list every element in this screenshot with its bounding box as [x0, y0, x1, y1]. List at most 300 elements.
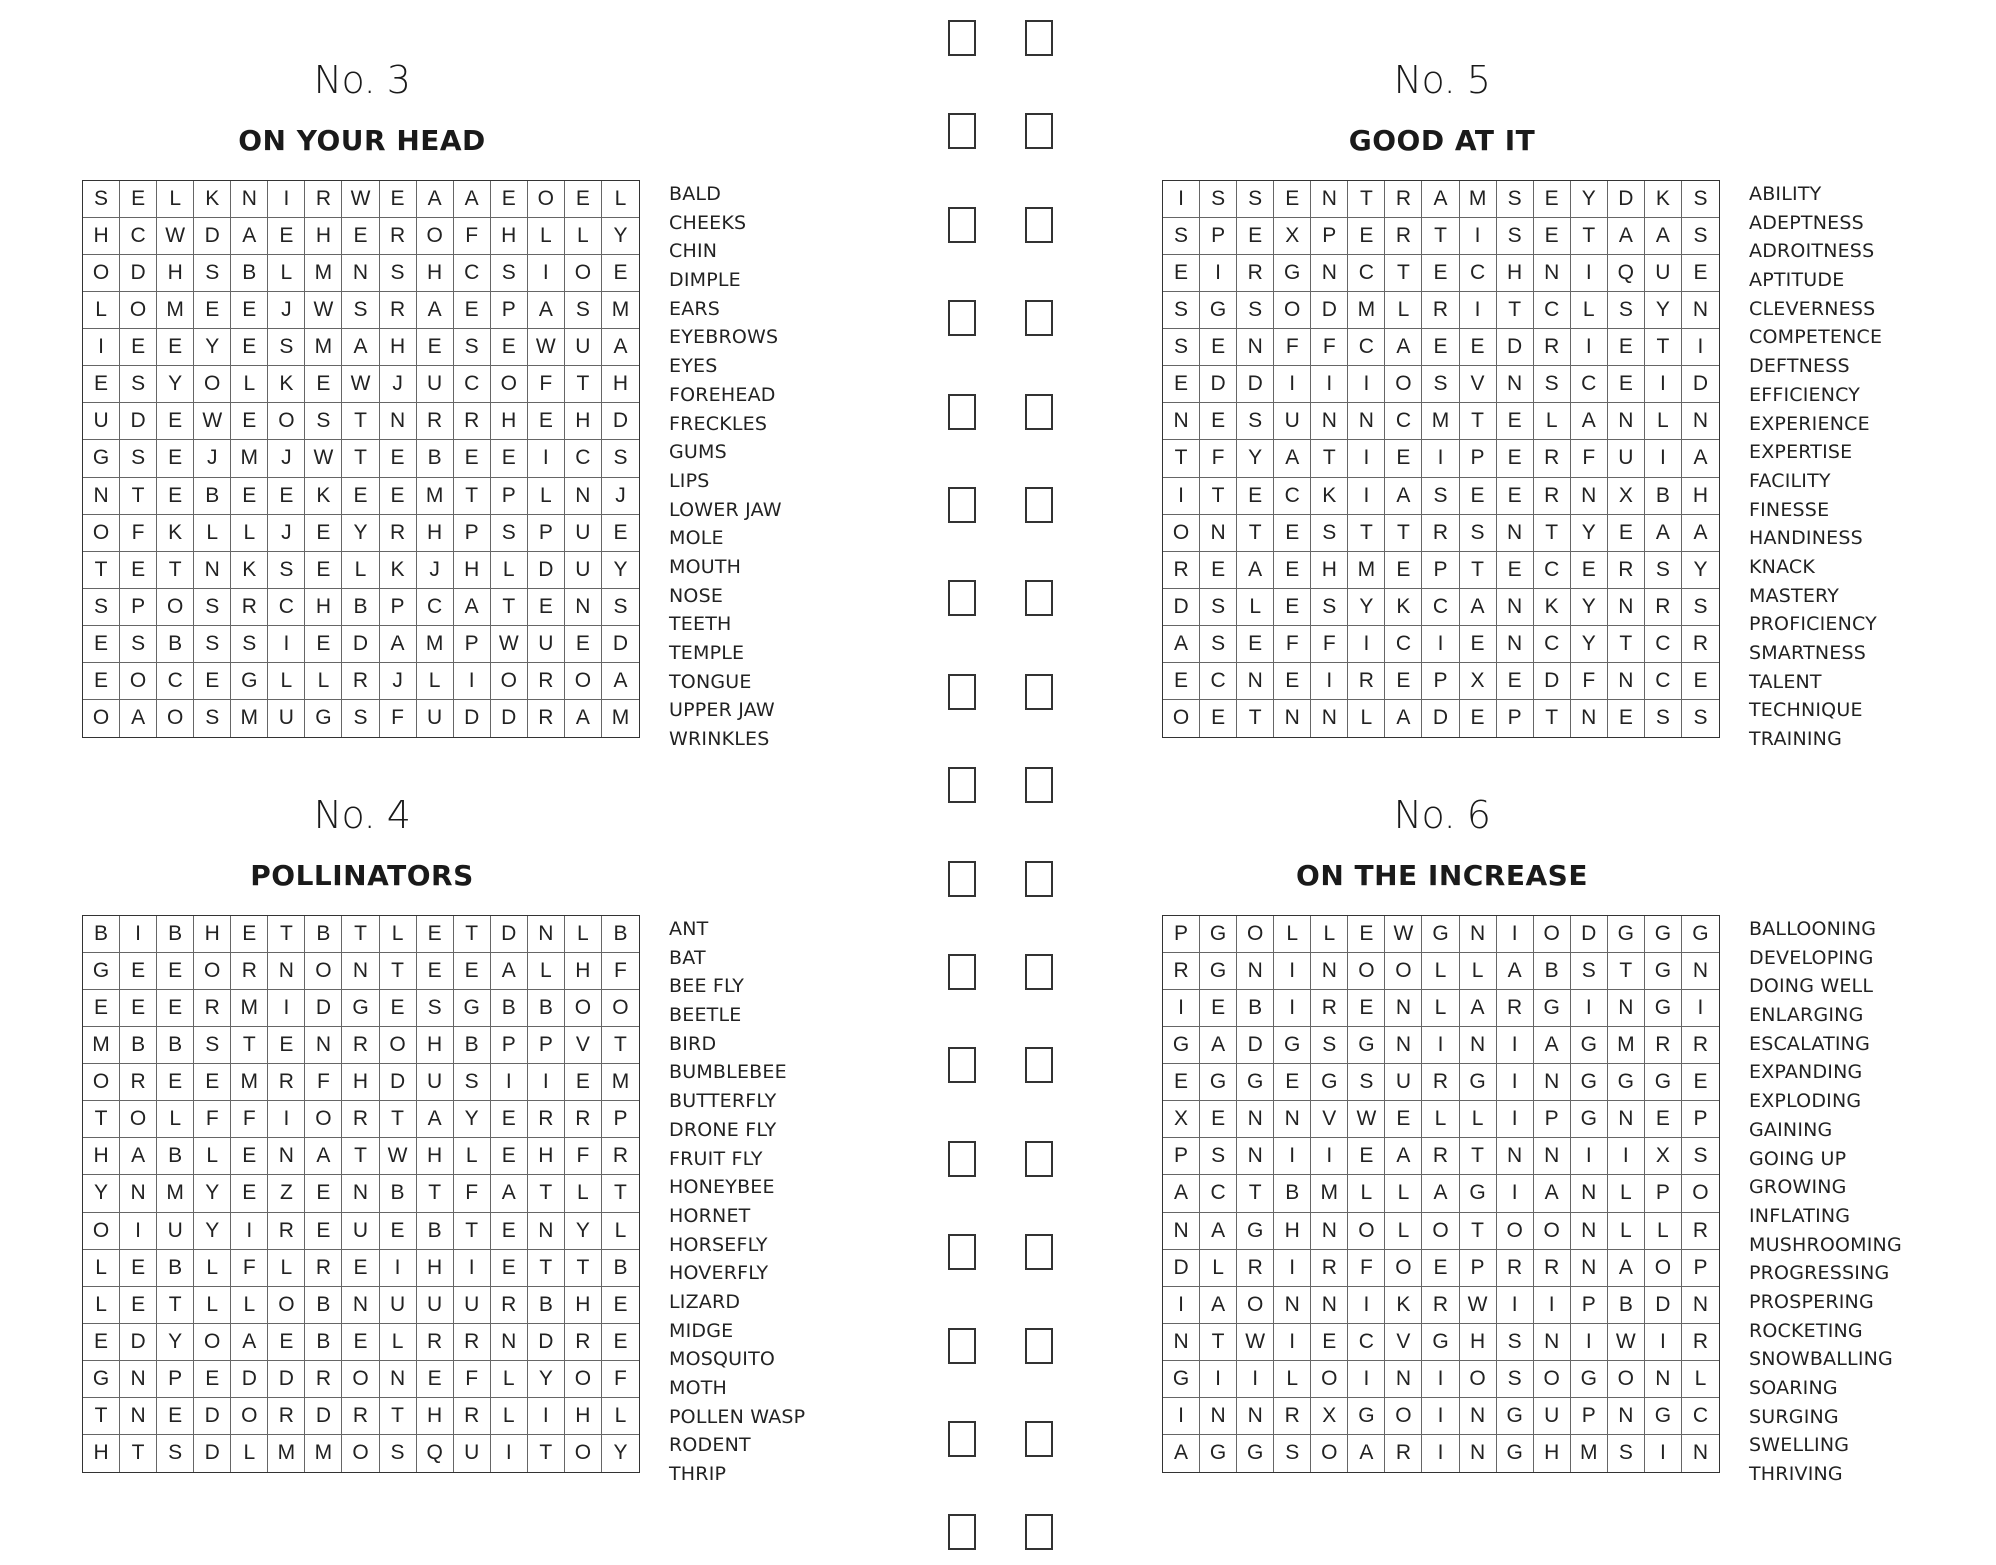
- grid-cell[interactable]: O: [1163, 700, 1200, 737]
- grid-cell[interactable]: U: [417, 1064, 454, 1101]
- grid-cell[interactable]: V: [565, 1027, 602, 1064]
- grid-cell[interactable]: R: [268, 1213, 305, 1250]
- grid-cell[interactable]: G: [1571, 1361, 1608, 1398]
- grid-cell[interactable]: N: [1385, 1027, 1422, 1064]
- grid-cell[interactable]: F: [1200, 440, 1237, 477]
- grid-cell[interactable]: A: [1534, 1175, 1571, 1212]
- grid-cell[interactable]: O: [342, 1361, 379, 1398]
- grid-cell[interactable]: N: [268, 1138, 305, 1175]
- grid-cell[interactable]: W: [1348, 1101, 1385, 1138]
- grid-cell[interactable]: S: [417, 990, 454, 1027]
- grid-cell[interactable]: L: [1460, 1101, 1497, 1138]
- grid-cell[interactable]: P: [1571, 1287, 1608, 1324]
- grid-cell[interactable]: R: [565, 1324, 602, 1361]
- grid-cell[interactable]: Y: [194, 1213, 231, 1250]
- grid-cell[interactable]: D: [528, 552, 565, 589]
- grid-cell[interactable]: N: [83, 478, 120, 515]
- grid-cell[interactable]: M: [1422, 403, 1459, 440]
- grid-cell[interactable]: I: [528, 1398, 565, 1435]
- grid-cell[interactable]: I: [1645, 1435, 1682, 1472]
- grid-cell[interactable]: R: [1274, 1398, 1311, 1435]
- grid-cell[interactable]: S: [1237, 181, 1274, 218]
- grid-cell[interactable]: P: [1422, 552, 1459, 589]
- grid-cell[interactable]: L: [565, 1175, 602, 1212]
- grid-cell[interactable]: I: [83, 329, 120, 366]
- grid-cell[interactable]: U: [1385, 1064, 1422, 1101]
- grid-cell[interactable]: I: [1682, 990, 1719, 1027]
- grid-cell[interactable]: E: [1460, 700, 1497, 737]
- grid-cell[interactable]: E: [342, 1250, 379, 1287]
- grid-cell[interactable]: I: [1497, 1027, 1534, 1064]
- grid-cell[interactable]: I: [1311, 1138, 1348, 1175]
- grid-cell[interactable]: N: [1311, 255, 1348, 292]
- grid-cell[interactable]: T: [1422, 218, 1459, 255]
- grid-cell[interactable]: I: [1497, 1175, 1534, 1212]
- grid-cell[interactable]: I: [454, 663, 491, 700]
- grid-cell[interactable]: T: [1348, 515, 1385, 552]
- grid-cell[interactable]: R: [268, 1064, 305, 1101]
- grid-cell[interactable]: L: [194, 1250, 231, 1287]
- grid-cell[interactable]: U: [380, 1287, 417, 1324]
- grid-cell[interactable]: G: [1348, 1027, 1385, 1064]
- grid-cell[interactable]: A: [1348, 1435, 1385, 1472]
- grid-cell[interactable]: K: [157, 515, 194, 552]
- grid-cell[interactable]: I: [268, 1101, 305, 1138]
- grid-cell[interactable]: R: [1422, 1064, 1459, 1101]
- grid-cell[interactable]: A: [1163, 626, 1200, 663]
- grid-cell[interactable]: R: [565, 1101, 602, 1138]
- grid-cell[interactable]: R: [305, 1250, 342, 1287]
- grid-cell[interactable]: D: [1200, 366, 1237, 403]
- grid-cell[interactable]: T: [83, 552, 120, 589]
- grid-cell[interactable]: O: [1385, 953, 1422, 990]
- grid-cell[interactable]: D: [231, 1361, 268, 1398]
- grid-cell[interactable]: E: [305, 626, 342, 663]
- grid-cell[interactable]: D: [305, 990, 342, 1027]
- grid-cell[interactable]: W: [305, 292, 342, 329]
- grid-cell[interactable]: T: [491, 589, 528, 626]
- grid-cell[interactable]: N: [1385, 1361, 1422, 1398]
- grid-cell[interactable]: G: [1497, 1435, 1534, 1472]
- grid-cell[interactable]: O: [491, 366, 528, 403]
- grid-cell[interactable]: B: [1608, 1287, 1645, 1324]
- grid-cell[interactable]: N: [1608, 403, 1645, 440]
- grid-cell[interactable]: V: [1385, 1324, 1422, 1361]
- grid-cell[interactable]: R: [1682, 626, 1719, 663]
- grid-cell[interactable]: S: [1200, 181, 1237, 218]
- grid-cell[interactable]: L: [157, 1101, 194, 1138]
- grid-cell[interactable]: D: [1497, 329, 1534, 366]
- grid-cell[interactable]: S: [194, 589, 231, 626]
- grid-cell[interactable]: F: [528, 366, 565, 403]
- puzzle-checkbox[interactable]: [948, 1047, 976, 1083]
- grid-cell[interactable]: T: [120, 1435, 157, 1472]
- grid-cell[interactable]: E: [602, 255, 639, 292]
- grid-cell[interactable]: G: [342, 990, 379, 1027]
- grid-cell[interactable]: L: [1348, 700, 1385, 737]
- grid-cell[interactable]: A: [491, 1175, 528, 1212]
- grid-cell[interactable]: E: [565, 1064, 602, 1101]
- grid-cell[interactable]: P: [1311, 218, 1348, 255]
- grid-cell[interactable]: D: [1682, 366, 1719, 403]
- grid-cell[interactable]: G: [1645, 1398, 1682, 1435]
- grid-cell[interactable]: T: [1385, 255, 1422, 292]
- grid-cell[interactable]: G: [1200, 1064, 1237, 1101]
- grid-cell[interactable]: B: [157, 1250, 194, 1287]
- grid-cell[interactable]: E: [417, 953, 454, 990]
- grid-cell[interactable]: O: [157, 589, 194, 626]
- grid-cell[interactable]: I: [120, 1213, 157, 1250]
- grid-cell[interactable]: T: [417, 1175, 454, 1212]
- grid-cell[interactable]: X: [1645, 1138, 1682, 1175]
- grid-cell[interactable]: E: [83, 626, 120, 663]
- grid-cell[interactable]: E: [120, 990, 157, 1027]
- puzzle-checkbox[interactable]: [948, 113, 976, 149]
- grid-cell[interactable]: O: [83, 1213, 120, 1250]
- grid-cell[interactable]: M: [305, 329, 342, 366]
- grid-cell[interactable]: N: [1311, 181, 1348, 218]
- grid-cell[interactable]: R: [1534, 329, 1571, 366]
- grid-cell[interactable]: Y: [602, 218, 639, 255]
- puzzle-checkbox[interactable]: [948, 207, 976, 243]
- grid-cell[interactable]: E: [1274, 1064, 1311, 1101]
- grid-cell[interactable]: C: [1348, 1324, 1385, 1361]
- grid-cell[interactable]: O: [602, 990, 639, 1027]
- grid-cell[interactable]: Y: [83, 1175, 120, 1212]
- grid-cell[interactable]: M: [602, 1064, 639, 1101]
- grid-cell[interactable]: N: [380, 1361, 417, 1398]
- grid-cell[interactable]: T: [565, 366, 602, 403]
- grid-cell[interactable]: H: [491, 403, 528, 440]
- grid-cell[interactable]: H: [565, 953, 602, 990]
- grid-cell[interactable]: C: [120, 218, 157, 255]
- grid-cell[interactable]: N: [1163, 403, 1200, 440]
- grid-cell[interactable]: U: [417, 700, 454, 737]
- puzzle-checkbox[interactable]: [948, 1141, 976, 1177]
- grid-cell[interactable]: E: [1608, 329, 1645, 366]
- grid-cell[interactable]: T: [342, 440, 379, 477]
- grid-cell[interactable]: E: [1534, 181, 1571, 218]
- grid-cell[interactable]: E: [1385, 663, 1422, 700]
- grid-cell[interactable]: O: [1385, 366, 1422, 403]
- grid-cell[interactable]: N: [120, 1398, 157, 1435]
- puzzle-checkbox[interactable]: [948, 394, 976, 430]
- grid-cell[interactable]: F: [1311, 626, 1348, 663]
- grid-cell[interactable]: O: [120, 663, 157, 700]
- grid-cell[interactable]: H: [1274, 1213, 1311, 1250]
- grid-cell[interactable]: S: [1693, 706, 1708, 730]
- grid-cell[interactable]: D: [602, 403, 639, 440]
- grid-cell[interactable]: R: [305, 1361, 342, 1398]
- grid-cell[interactable]: I: [1422, 1027, 1459, 1064]
- grid-cell[interactable]: P: [1571, 1398, 1608, 1435]
- grid-cell[interactable]: E: [194, 292, 231, 329]
- grid-cell[interactable]: N: [1571, 1213, 1608, 1250]
- grid-cell[interactable]: O: [565, 1435, 602, 1472]
- grid-cell[interactable]: T: [1497, 292, 1534, 329]
- letter-grid[interactable]: [1162, 180, 1720, 738]
- grid-cell[interactable]: O: [1608, 1361, 1645, 1398]
- grid-cell[interactable]: N: [120, 1175, 157, 1212]
- grid-cell[interactable]: M: [157, 1175, 194, 1212]
- grid-cell[interactable]: T: [1571, 218, 1608, 255]
- grid-cell[interactable]: W: [1237, 1324, 1274, 1361]
- grid-cell[interactable]: O: [120, 292, 157, 329]
- grid-cell[interactable]: A: [565, 700, 602, 737]
- grid-cell[interactable]: E: [1200, 329, 1237, 366]
- grid-cell[interactable]: P: [1422, 663, 1459, 700]
- grid-cell[interactable]: O: [417, 218, 454, 255]
- grid-cell[interactable]: R: [380, 515, 417, 552]
- grid-cell[interactable]: O: [305, 1101, 342, 1138]
- grid-cell[interactable]: I: [1645, 440, 1682, 477]
- grid-cell[interactable]: N: [1534, 255, 1571, 292]
- grid-cell[interactable]: E: [157, 478, 194, 515]
- grid-cell[interactable]: E: [1460, 329, 1497, 366]
- grid-cell[interactable]: I: [1348, 626, 1385, 663]
- grid-cell[interactable]: S: [120, 366, 157, 403]
- grid-cell[interactable]: S: [1200, 626, 1237, 663]
- grid-cell[interactable]: G: [1237, 1213, 1274, 1250]
- grid-cell[interactable]: E: [602, 515, 639, 552]
- grid-cell[interactable]: I: [1571, 990, 1608, 1027]
- grid-cell[interactable]: O: [1311, 1361, 1348, 1398]
- grid-cell[interactable]: Q: [417, 1435, 454, 1472]
- grid-cell[interactable]: H: [417, 1398, 454, 1435]
- grid-cell[interactable]: L: [1200, 1250, 1237, 1287]
- grid-cell[interactable]: A: [120, 700, 157, 737]
- grid-cell[interactable]: C: [1534, 552, 1571, 589]
- grid-cell[interactable]: G: [83, 1361, 120, 1398]
- grid-cell[interactable]: H: [83, 1435, 120, 1472]
- grid-cell[interactable]: O: [1534, 1361, 1571, 1398]
- grid-cell[interactable]: N: [1274, 1101, 1311, 1138]
- grid-cell[interactable]: D: [120, 403, 157, 440]
- grid-cell[interactable]: O: [120, 1101, 157, 1138]
- grid-cell[interactable]: A: [1274, 440, 1311, 477]
- grid-cell[interactable]: I: [231, 1213, 268, 1250]
- grid-cell[interactable]: U: [157, 1213, 194, 1250]
- grid-cell[interactable]: L: [380, 1324, 417, 1361]
- grid-cell[interactable]: R: [1163, 953, 1200, 990]
- grid-cell[interactable]: L: [1571, 292, 1608, 329]
- grid-cell[interactable]: I: [1422, 1435, 1459, 1472]
- grid-cell[interactable]: L: [602, 181, 639, 218]
- grid-cell[interactable]: K: [1385, 589, 1422, 626]
- grid-cell[interactable]: T: [342, 916, 379, 953]
- grid-cell[interactable]: U: [565, 552, 602, 589]
- grid-cell[interactable]: H: [83, 1138, 120, 1175]
- grid-cell[interactable]: R: [120, 1064, 157, 1101]
- grid-cell[interactable]: G: [1645, 953, 1682, 990]
- grid-cell[interactable]: D: [1237, 366, 1274, 403]
- grid-cell[interactable]: N: [1348, 403, 1385, 440]
- grid-cell[interactable]: C: [565, 440, 602, 477]
- grid-cell[interactable]: B: [1274, 1175, 1311, 1212]
- grid-cell[interactable]: N: [1237, 953, 1274, 990]
- grid-cell[interactable]: E: [268, 1027, 305, 1064]
- grid-cell[interactable]: L: [1385, 292, 1422, 329]
- grid-cell[interactable]: T: [1460, 403, 1497, 440]
- grid-cell[interactable]: S: [1497, 181, 1534, 218]
- grid-cell[interactable]: A: [342, 329, 379, 366]
- grid-cell[interactable]: A: [491, 953, 528, 990]
- grid-cell[interactable]: S: [602, 440, 639, 477]
- grid-cell[interactable]: E: [120, 181, 157, 218]
- grid-cell[interactable]: G: [1571, 1064, 1608, 1101]
- grid-cell[interactable]: R: [1497, 990, 1534, 1027]
- grid-cell[interactable]: E: [1237, 478, 1274, 515]
- grid-cell[interactable]: L: [268, 663, 305, 700]
- grid-cell[interactable]: A: [602, 663, 639, 700]
- grid-cell[interactable]: F: [454, 1175, 491, 1212]
- grid-cell[interactable]: L: [194, 1287, 231, 1324]
- grid-cell[interactable]: Y: [565, 1213, 602, 1250]
- grid-cell[interactable]: R: [1237, 1250, 1274, 1287]
- grid-cell[interactable]: E: [1422, 255, 1459, 292]
- grid-cell[interactable]: H: [565, 403, 602, 440]
- grid-cell[interactable]: E: [157, 440, 194, 477]
- grid-cell[interactable]: L: [305, 663, 342, 700]
- grid-cell[interactable]: L: [83, 1250, 120, 1287]
- grid-cell[interactable]: J: [417, 552, 454, 589]
- grid-cell[interactable]: T: [528, 1435, 565, 1472]
- grid-cell[interactable]: H: [602, 366, 639, 403]
- grid-cell[interactable]: D: [491, 916, 528, 953]
- puzzle-checkbox[interactable]: [948, 1514, 976, 1550]
- grid-cell[interactable]: T: [454, 916, 491, 953]
- grid-cell[interactable]: E: [268, 218, 305, 255]
- grid-cell[interactable]: B: [602, 1250, 639, 1287]
- grid-cell[interactable]: T: [1608, 626, 1645, 663]
- grid-cell[interactable]: P: [491, 478, 528, 515]
- grid-cell[interactable]: T: [528, 1175, 565, 1212]
- grid-cell[interactable]: C: [1645, 663, 1682, 700]
- grid-cell[interactable]: S: [1237, 292, 1274, 329]
- grid-cell[interactable]: A: [1422, 1175, 1459, 1212]
- puzzle-checkbox[interactable]: [1025, 767, 1053, 803]
- grid-cell[interactable]: E: [1200, 700, 1237, 737]
- grid-cell[interactable]: L: [1422, 990, 1459, 1027]
- grid-cell[interactable]: P: [1645, 1175, 1682, 1212]
- grid-cell[interactable]: I: [1163, 990, 1200, 1027]
- grid-cell[interactable]: Y: [194, 1175, 231, 1212]
- grid-cell[interactable]: O: [1645, 1250, 1682, 1287]
- grid-cell[interactable]: A: [1682, 515, 1719, 552]
- grid-cell[interactable]: M: [83, 1027, 120, 1064]
- grid-cell[interactable]: H: [1534, 1435, 1571, 1472]
- puzzle-checkbox[interactable]: [1025, 113, 1053, 149]
- grid-cell[interactable]: L: [1311, 916, 1348, 953]
- grid-cell[interactable]: R: [1422, 292, 1459, 329]
- grid-cell[interactable]: H: [417, 255, 454, 292]
- grid-cell[interactable]: N: [194, 552, 231, 589]
- grid-cell[interactable]: M: [231, 1064, 268, 1101]
- grid-cell[interactable]: L: [194, 1138, 231, 1175]
- grid-cell[interactable]: L: [491, 552, 528, 589]
- grid-cell[interactable]: N: [1692, 1441, 1709, 1465]
- grid-cell[interactable]: D: [1163, 589, 1200, 626]
- grid-cell[interactable]: B: [380, 1175, 417, 1212]
- grid-cell[interactable]: I: [268, 181, 305, 218]
- grid-cell[interactable]: C: [1200, 1175, 1237, 1212]
- grid-cell[interactable]: E: [120, 1287, 157, 1324]
- grid-cell[interactable]: H: [1311, 552, 1348, 589]
- grid-cell[interactable]: A: [1571, 403, 1608, 440]
- grid-cell[interactable]: E: [380, 1213, 417, 1250]
- puzzle-checkbox[interactable]: [1025, 394, 1053, 430]
- grid-cell[interactable]: A: [1200, 1213, 1237, 1250]
- grid-cell[interactable]: S: [1163, 292, 1200, 329]
- grid-cell[interactable]: R: [491, 1287, 528, 1324]
- grid-cell[interactable]: D: [194, 1435, 231, 1472]
- grid-cell[interactable]: S: [1608, 1435, 1645, 1472]
- grid-cell[interactable]: P: [454, 626, 491, 663]
- grid-cell[interactable]: W: [342, 366, 379, 403]
- grid-cell[interactable]: R: [1311, 990, 1348, 1027]
- grid-cell[interactable]: I: [1274, 1250, 1311, 1287]
- grid-cell[interactable]: H: [454, 552, 491, 589]
- grid-cell[interactable]: W: [1608, 1324, 1645, 1361]
- grid-cell[interactable]: O: [1497, 1213, 1534, 1250]
- letter-grid[interactable]: [82, 180, 640, 738]
- grid-cell[interactable]: L: [268, 255, 305, 292]
- grid-cell[interactable]: N: [1311, 1287, 1348, 1324]
- grid-cell[interactable]: T: [1237, 700, 1274, 737]
- grid-cell[interactable]: F: [120, 515, 157, 552]
- grid-cell[interactable]: G: [1163, 1027, 1200, 1064]
- grid-cell[interactable]: O: [491, 663, 528, 700]
- grid-cell[interactable]: S: [1200, 1138, 1237, 1175]
- grid-cell[interactable]: O: [380, 1027, 417, 1064]
- puzzle-checkbox[interactable]: [948, 861, 976, 897]
- grid-cell[interactable]: N: [1311, 403, 1348, 440]
- grid-cell[interactable]: R: [342, 1101, 379, 1138]
- grid-cell[interactable]: C: [1460, 255, 1497, 292]
- grid-cell[interactable]: B: [417, 440, 454, 477]
- grid-cell[interactable]: T: [83, 1398, 120, 1435]
- grid-cell[interactable]: I: [1571, 255, 1608, 292]
- grid-cell[interactable]: S: [1311, 589, 1348, 626]
- grid-cell[interactable]: O: [83, 515, 120, 552]
- grid-cell[interactable]: N: [342, 953, 379, 990]
- grid-cell[interactable]: A: [1608, 1250, 1645, 1287]
- grid-cell[interactable]: E: [565, 626, 602, 663]
- grid-cell[interactable]: E: [491, 1101, 528, 1138]
- grid-cell[interactable]: E: [231, 478, 268, 515]
- grid-cell[interactable]: I: [1200, 255, 1237, 292]
- grid-cell[interactable]: E: [491, 1250, 528, 1287]
- grid-cell[interactable]: O: [268, 1287, 305, 1324]
- grid-cell[interactable]: H: [491, 218, 528, 255]
- grid-cell[interactable]: P: [1497, 700, 1534, 737]
- grid-cell[interactable]: O: [565, 255, 602, 292]
- grid-cell[interactable]: G: [1460, 1064, 1497, 1101]
- grid-cell[interactable]: C: [1534, 292, 1571, 329]
- grid-cell[interactable]: O: [1422, 1213, 1459, 1250]
- grid-cell[interactable]: R: [1422, 1138, 1459, 1175]
- grid-cell[interactable]: U: [1645, 255, 1682, 292]
- grid-cell[interactable]: E: [194, 1064, 231, 1101]
- grid-cell[interactable]: E: [83, 366, 120, 403]
- grid-cell[interactable]: N: [268, 953, 305, 990]
- grid-cell[interactable]: R: [1422, 1287, 1459, 1324]
- grid-cell[interactable]: S: [602, 589, 639, 626]
- grid-cell[interactable]: I: [380, 1250, 417, 1287]
- grid-cell[interactable]: Z: [268, 1175, 305, 1212]
- grid-cell[interactable]: L: [528, 478, 565, 515]
- grid-cell[interactable]: F: [1274, 626, 1311, 663]
